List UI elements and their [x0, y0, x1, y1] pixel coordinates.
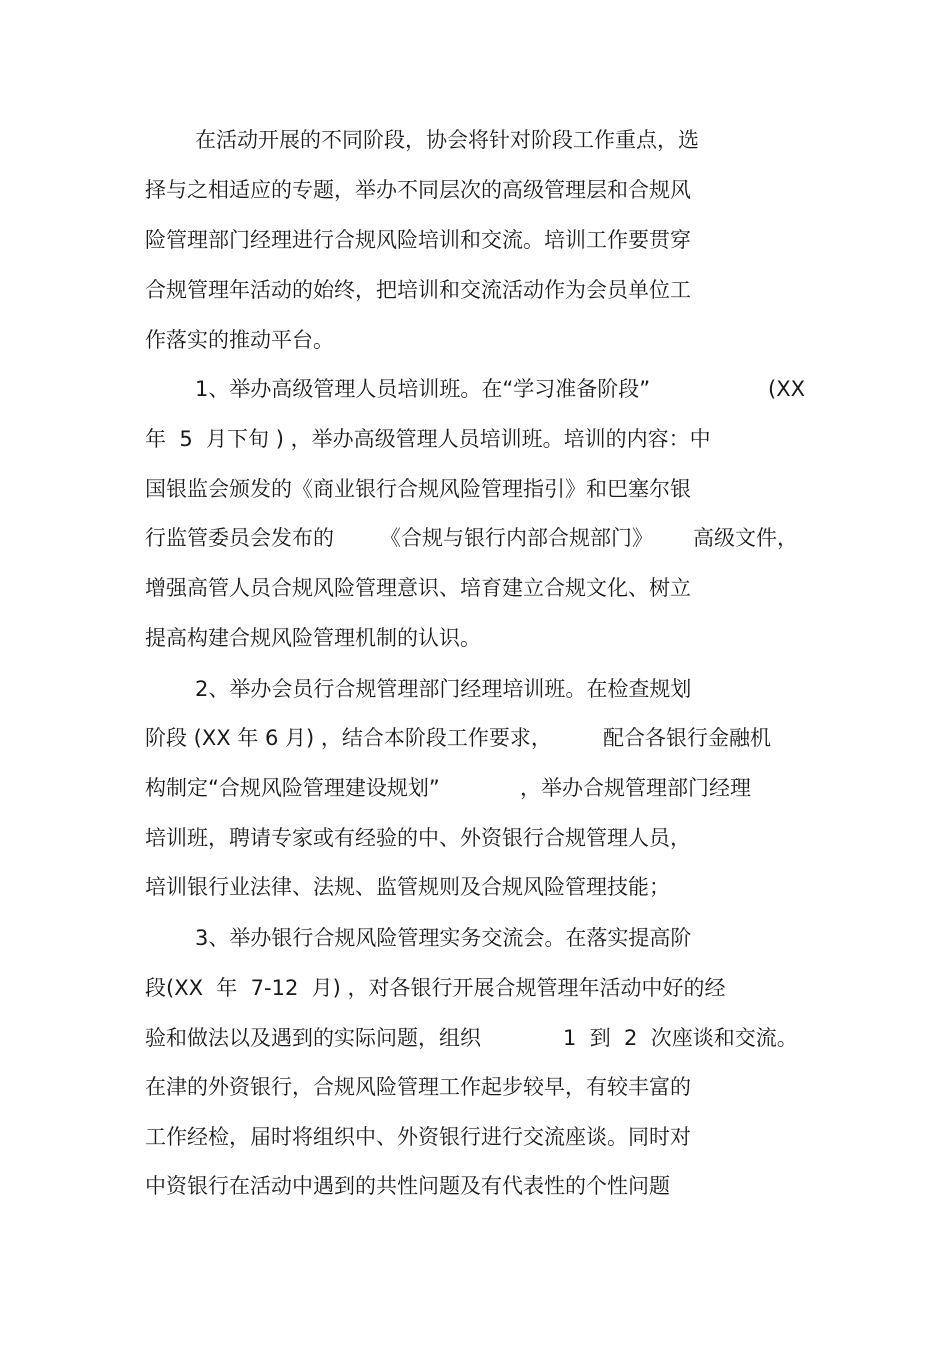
text-line: 中资银行在活动中遇到的共性问题及有代表性的个性问题 [145, 1174, 670, 1198]
text-line: 1 到 2 次座谈和交流。 [563, 1026, 798, 1050]
text-line: 培训班，聘请专家或有经验的中、外资银行合规管理人员， [145, 826, 691, 850]
text-line: 年 5 月下旬 ) ，举办高级管理人员培训班。培训的内容：中 [145, 427, 711, 451]
text-line: 在津的外资银行，合规风险管理工作起步较早，有较丰富的 [145, 1075, 691, 1099]
text-line: 工作经检，届时将组织中、外资银行进行交流座谈。同时对 [145, 1125, 691, 1149]
text-line: 险管理部门经理进行合规风险培训和交流。培训工作要贯穿 [145, 228, 691, 252]
text-line: 高级文件， [693, 526, 798, 550]
text-line: 阶段 (XX 年 6 月) ，结合本阶段工作要求， [145, 726, 552, 750]
text-line: 段(XX 年 7-12 月) ，对各银行开展合规管理年活动中好的经 [145, 976, 726, 1000]
text-line: 择与之相适应的专题，举办不同层次的高级管理层和合规风 [145, 178, 691, 202]
text-line: 作落实的推动平台。 [145, 328, 334, 352]
text-line: 配合各银行金融机 [603, 726, 771, 750]
text-line: 行监管委员会发布的 [145, 526, 334, 550]
text-line: 增强高管人员合规风险管理意识、培育建立合规文化、树立 [145, 576, 691, 600]
text-line: 在活动开展的不同阶段，协会将针对阶段工作重点，选 [195, 128, 699, 152]
text-line: 验和做法以及遇到的实际问题，组织 [145, 1026, 481, 1050]
text-line: ，举办合规管理部门经理 [520, 776, 751, 800]
text-line: 提高构建合规风险管理机制的认识。 [145, 626, 481, 650]
text-line: 构制定“合规风险管理建设规划” [145, 776, 440, 800]
text-line: (XX [768, 377, 805, 401]
text-line: 国银监会颁发的《商业银行合规风险管理指引》和巴塞尔银 [145, 477, 691, 501]
text-line: 2、举办会员行合规管理部门经理培训班。在检查规划 [195, 677, 692, 701]
text-line: 1、举办高级管理人员培训班。在“学习准备阶段” [195, 377, 651, 401]
text-line: 《合规与银行内部合规部门》 [380, 526, 653, 550]
text-line: 培训银行业法律、法规、监管规则及合规风险管理技能； [145, 875, 670, 899]
text-line: 3、举办银行合规风险管理实务交流会。在落实提高阶 [195, 926, 692, 950]
text-line: 合规管理年活动的始终，把培训和交流活动作为会员单位工 [145, 278, 691, 302]
